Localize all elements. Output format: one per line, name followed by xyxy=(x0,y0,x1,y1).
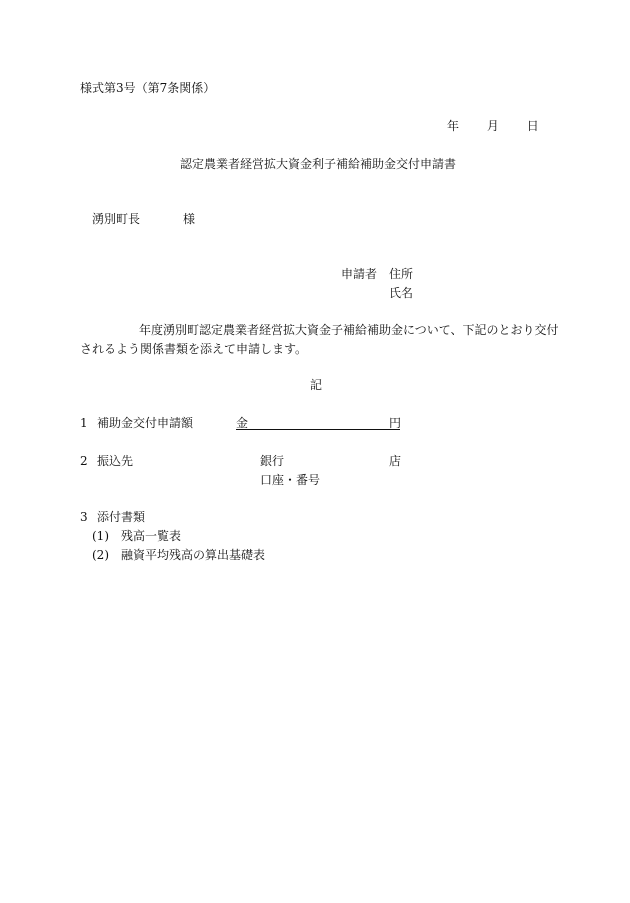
body-text-line-1: 年度湧別町認定農業者経営拡大資金子補給補助金について、下記のとおり交付 xyxy=(139,323,559,337)
item-3-number: 3 xyxy=(80,510,88,524)
attachment-1-number: (1) xyxy=(92,529,109,543)
body-text-line-2: されるよう関係書類を添えて申請します。 xyxy=(80,342,308,356)
item-2-label: 振込先 xyxy=(97,454,134,468)
ki-heading: 記 xyxy=(310,378,323,392)
applicant-label: 申請者 xyxy=(341,267,378,281)
applicant-name-label: 氏名 xyxy=(389,286,414,300)
addressee-name: 湧別町長 xyxy=(92,212,141,226)
item-1-number: 1 xyxy=(80,416,88,430)
amount-prefix: 金 xyxy=(236,416,249,430)
amount-suffix: 円 xyxy=(389,416,402,430)
branch-label: 店 xyxy=(389,454,402,468)
item-2-number: 2 xyxy=(80,454,88,468)
attachment-1-label: 残高一覧表 xyxy=(121,529,182,543)
date-line xyxy=(447,120,539,132)
account-label: 口座・番号 xyxy=(260,473,321,487)
attachment-2-label: 融資平均残高の算出基礎表 xyxy=(121,548,266,562)
bank-label: 銀行 xyxy=(260,454,285,468)
date-day-label: 日 xyxy=(526,119,539,133)
item-1-label: 補助金交付申請額 xyxy=(97,416,194,430)
form-number: 様式第3号（第7条関係） xyxy=(80,81,216,95)
amount-underline xyxy=(236,429,400,430)
addressee-honorific: 様 xyxy=(183,212,196,226)
document-title: 認定農業者経営拡大資金利子補給補助金交付申請書 xyxy=(180,157,457,171)
applicant-address-label: 住所 xyxy=(389,267,414,281)
date-year-label: 年 xyxy=(447,119,460,133)
item-3-label: 添付書類 xyxy=(97,510,146,524)
date-month-label: 月 xyxy=(486,119,499,133)
attachment-2-number: (2) xyxy=(92,548,109,562)
